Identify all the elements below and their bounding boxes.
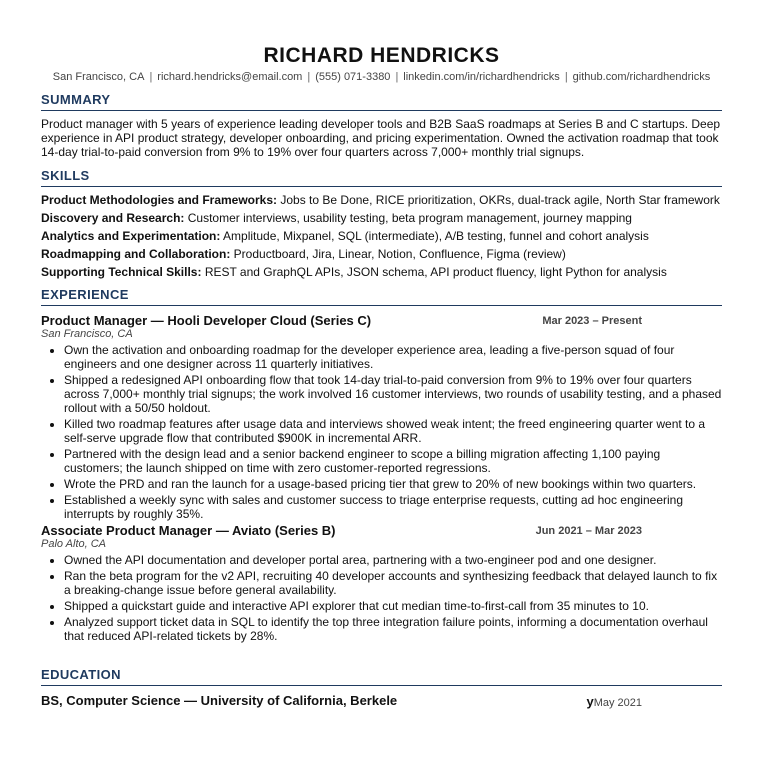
job-title: Product Manager — Hooli Developer Cloud (Series C) <box>41 313 372 328</box>
contact-phone: (555) 071-3380 <box>315 71 391 83</box>
contact-separator: | <box>149 71 153 83</box>
bullet-item: • Shipped a redesigned API onboarding flow that took 14-day trial-to-paid conversion from 9% to 19% over four quarters across 7,000+ monthly trial signups; the work involved 16 customer interviews, two rounds of usability testing, and a phased rollout with a 50/50 holdout. <box>64 373 722 415</box>
contact-separator: | <box>395 71 399 83</box>
skills-list <box>41 191 722 281</box>
skill-row <box>41 209 722 227</box>
job-entry <box>41 313 722 521</box>
skill-label: Roadmapping and Collaboration: <box>41 247 231 261</box>
bullet-item: • Ran the beta program for the v2 API, recruiting 40 developer accounts and synthesizing feedback that delayed launch to fix a breaking-change issue before general availability. <box>64 569 722 597</box>
skill-row <box>41 263 722 281</box>
section-title: SKILLS <box>41 168 722 187</box>
job-dates: Jun 2021 – Mar 2023 <box>535 525 642 537</box>
contact-line <box>0 70 763 84</box>
bullet-item: • Established a weekly sync with sales and customer success to triage enterprise requests, cutting ad hoc engineering interrupts by roughly 35%. <box>64 493 722 521</box>
skill-row <box>41 191 722 209</box>
section-title: EXPERIENCE <box>41 287 722 306</box>
skill-label: Analytics and Experimentation: <box>41 229 221 243</box>
skill-label: Product Methodologies and Frameworks: <box>41 193 278 207</box>
job-title: Associate Product Manager — Aviato (Series B) <box>41 523 336 538</box>
skill-label: Discovery and Research: <box>41 211 185 225</box>
contact-separator: | <box>307 71 311 83</box>
bullet-item: • Own the activation and onboarding roadmap for the developer experience area, leading a five-person squad of four engineers and one designer across 11 quarterly initiatives. <box>64 343 722 371</box>
contact-email[interactable]: richard.hendricks@email.com <box>157 71 303 83</box>
skill-value: REST and GraphQL APIs, JSON schema, API product fluency, light Python for analysis <box>204 265 667 279</box>
contact-separator: | <box>564 71 568 83</box>
skill-value: Jobs to Be Done, RICE prioritization, OKRs, dual-track agile, North Star framework <box>280 193 720 207</box>
summary-section <box>41 92 722 159</box>
education-date <box>586 694 642 711</box>
section-title: SUMMARY <box>41 92 722 111</box>
skill-value: Amplitude, Mixpanel, SQL (intermediate), A/B testing, funnel and cohort analysis <box>223 229 649 243</box>
job-header <box>41 523 722 538</box>
job-location: San Francisco, CA <box>41 328 133 340</box>
section-title: EDUCATION <box>41 667 722 686</box>
education-section <box>41 667 722 709</box>
bullet-item: • Killed two roadmap features after usage data and interviews showed weak intent; the freed engineering quarter went to a self-serve upgrade flow that contributed $900K in incremental ARR. <box>64 417 722 445</box>
bullet-item: • Wrote the PRD and ran the launch for a usage-based pricing tier that grew to 20% of new bookings within two quarters. <box>64 477 722 491</box>
experience-section <box>41 287 722 645</box>
job-header <box>41 313 722 328</box>
education-entry <box>41 693 722 709</box>
skill-label: Supporting Technical Skills: <box>41 265 202 279</box>
candidate-name: RICHARD HENDRICKS <box>263 44 500 67</box>
education-date-prefix: y <box>586 694 594 709</box>
bullet-item: • Shipped a quickstart guide and interactive API explorer that cut median time-to-first-call from 35 minutes to 10. <box>64 599 722 613</box>
skill-row <box>41 227 722 245</box>
bullet-item: • Partnered with the design lead and a senior backend engineer to scope a billing migration affecting 1,100 paying customers; the launch shipped on time with zero customer-reported regressions. <box>64 447 722 475</box>
skills-section <box>41 168 722 281</box>
skill-row <box>41 245 722 263</box>
skill-value: Productboard, Jira, Linear, Notion, Confluence, Figma (review) <box>233 247 566 261</box>
bullet-item: • Analyzed support ticket data in SQL to identify the top three integration failure points, informing a documentation overhaul that reduced API-related tickets by 28%. <box>64 615 722 643</box>
education-degree: BS, Computer Science — University of California, Berkele <box>41 693 398 708</box>
job-location: Palo Alto, CA <box>41 538 107 550</box>
contact-github[interactable]: github.com/richardhendricks <box>572 71 711 83</box>
education-date-value: May 2021 <box>593 697 642 709</box>
job-bullets <box>41 343 722 521</box>
skill-value: Customer interviews, usability testing, beta program management, journey mapping <box>187 211 632 225</box>
summary-text: Product manager with 5 years of experience leading developer tools and B2B SaaS roadmaps at Series B and C startups. Deep experience in API product strategy, developer onboarding, and pricing experimentation. Owned the activation roadmap that took 14-day trial-to-paid conversion from 9% to 19% over four quarters across 7,000+ monthly trial signups. <box>41 117 721 159</box>
bullet-item: • Owned the API documentation and developer portal area, partnering with a two-engineer pod and one designer. <box>64 553 722 567</box>
job-dates: Mar 2023 – Present <box>542 315 642 327</box>
contact-location: San Francisco, CA <box>52 71 145 83</box>
contact-linkedin[interactable]: linkedin.com/in/richardhendricks <box>403 71 560 83</box>
job-bullets <box>41 553 722 643</box>
job-entry <box>41 523 722 643</box>
